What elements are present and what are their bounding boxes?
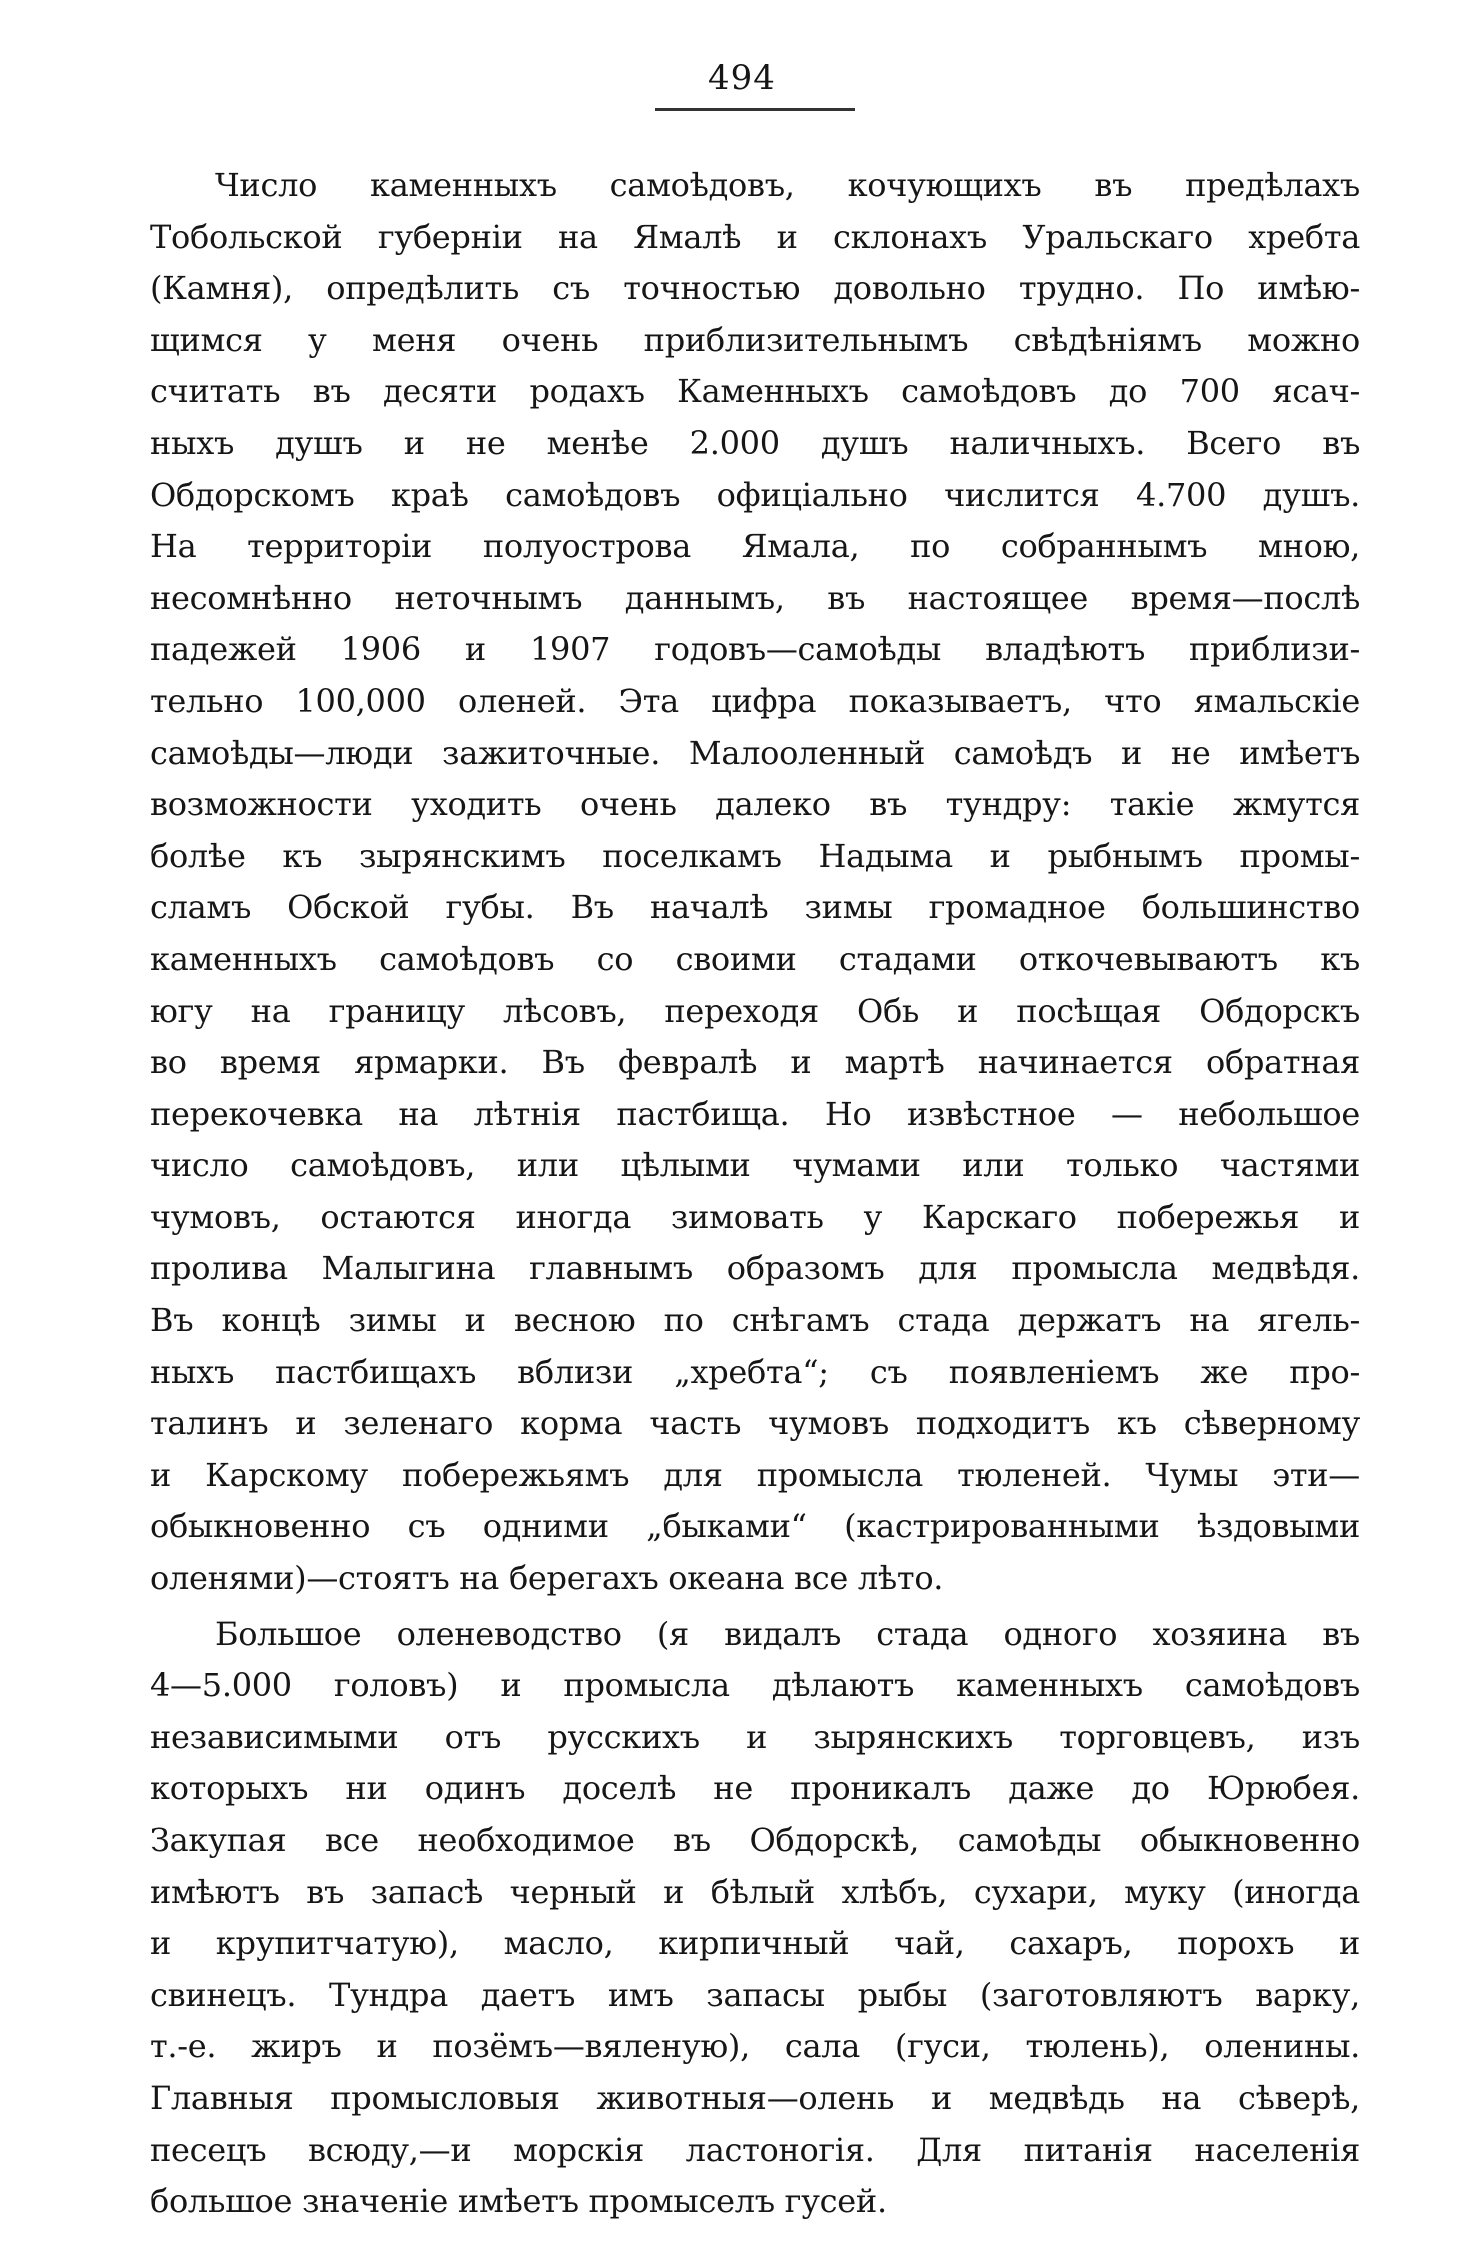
text-line: песецъ всюду,—и морскія ластоногія. Для питанія населенія: [150, 2130, 1360, 2169]
text-line: пролива Малыгина главнымъ образомъ для промысла медвѣдя.: [150, 1249, 1360, 1288]
text-line: ныхъ пастбищахъ вблизи „хребта“; съ появленіемъ же про-: [150, 1352, 1360, 1391]
text-line: югу на границу лѣсовъ, переходя Обь и посѣщая Обдорскъ: [150, 991, 1360, 1030]
text-line: Обдорскомъ краѣ самоѣдовъ офиціально числится 4.700 душъ.: [150, 475, 1360, 514]
text-line: ныхъ душъ и не менѣе 2.000 душъ наличныхъ. Всего въ: [150, 423, 1360, 462]
text-line: которыхъ ни одинъ доселѣ не проникалъ даже до Юрюбея.: [150, 1769, 1360, 1808]
text-line: и крупитчатую), масло, кирпичный чай, сахаръ, порохъ и: [150, 1924, 1360, 1963]
text-line: независимыми отъ русскихъ и зырянскихъ торговцевъ, изъ: [150, 1717, 1360, 1756]
text-line: несомнѣнно неточнымъ даннымъ, въ настоящее время—послѣ: [150, 578, 1360, 617]
text-line: (Камня), опредѣлить съ точностью довольно трудно. По имѣю-: [150, 269, 1360, 308]
text-line: считать въ десяти родахъ Каменныхъ самоѣдовъ до 700 ясач-: [150, 372, 1360, 411]
text-line: Число каменныхъ самоѣдовъ, кочующихъ въ предѣлахъ: [215, 166, 1360, 204]
text-line: имѣютъ въ запасѣ черный и бѣлый хлѣбъ, сухари, муку (иногда: [150, 1872, 1360, 1911]
page-body: [150, 160, 1360, 2228]
text-line: 4—5.000 головъ) и промысла дѣлаютъ каменныхъ самоѣдовъ: [150, 1666, 1360, 1705]
text-line: во время ярмарки. Въ февралѣ и мартѣ начинается обратная: [150, 1043, 1360, 1082]
page-number: 494: [708, 58, 776, 98]
text-line: число самоѣдовъ, или цѣлыми чумами или только частями: [150, 1146, 1360, 1185]
paragraph-2: [150, 1609, 1360, 2228]
text-line: падежей 1906 и 1907 годовъ—самоѣды владѣютъ приблизи-: [150, 630, 1360, 669]
text-line: свинецъ. Тундра даетъ имъ запасы рыбы (заготовляютъ варку,: [150, 1975, 1360, 2014]
text-line: обыкновенно съ одними „быками“ (кастрированными ѣздовыми: [150, 1507, 1360, 1546]
text-line: возможности уходить очень далеко въ тундру: такіе жмутся: [150, 785, 1360, 824]
text-line: Тобольской губерніи на Ямалѣ и склонахъ Уральскаго хребта: [150, 217, 1360, 256]
text-line: болѣе къ зырянскимъ поселкамъ Надыма и рыбнымъ промы-: [150, 836, 1360, 875]
paragraph-1: [150, 160, 1360, 1605]
text-line: оленями)—стоятъ на берегахъ океана все лѣто.: [150, 1559, 944, 1598]
text-line: большое значеніе имѣетъ промыселъ гусей.: [150, 2182, 887, 2221]
text-line: Закупая все необходимое въ Обдорскѣ, самоѣды обыкновенно: [150, 1821, 1360, 1859]
text-line: чумовъ, остаются иногда зимовать у Карскаго побережья и: [150, 1197, 1360, 1236]
text-line: Главныя промысловыя животныя—олень и медвѣдь на сѣверѣ,: [150, 2078, 1360, 2117]
text-line: На территоріи полуострова Ямала, по собраннымъ мною,: [150, 527, 1360, 566]
text-line: перекочевка на лѣтнія пастбища. Но извѣстное — небольшое: [150, 1094, 1360, 1133]
text-line: и Карскому побережьямъ для промысла тюленей. Чумы эти—: [150, 1455, 1360, 1494]
text-line: сламъ Обской губы. Въ началѣ зимы громадное большинство: [150, 888, 1360, 927]
text-line: Въ концѣ зимы и весною по снѣгамъ стада держатъ на ягель-: [150, 1301, 1360, 1340]
text-line: каменныхъ самоѣдовъ со своими стадами откочевываютъ къ: [150, 939, 1360, 978]
text-line: щимся у меня очень приблизительнымъ свѣдѣніямъ можно: [150, 320, 1360, 359]
text-line: т.-е. жиръ и позёмъ—вяленую), сала (гуси, тюлень), оленины.: [150, 2027, 1360, 2066]
text-line: тельно 100,000 оленей. Эта цифра показываетъ, что ямальскіе: [150, 681, 1360, 720]
header-rule: [655, 108, 855, 111]
text-line: самоѣды—люди зажиточные. Малооленный самоѣдъ и не имѣетъ: [150, 733, 1360, 772]
text-line: Большое оленеводство (я видалъ стада одного хозяина въ: [215, 1614, 1360, 1653]
text-line: талинъ и зеленаго корма часть чумовъ подходитъ къ сѣверному: [150, 1404, 1360, 1443]
